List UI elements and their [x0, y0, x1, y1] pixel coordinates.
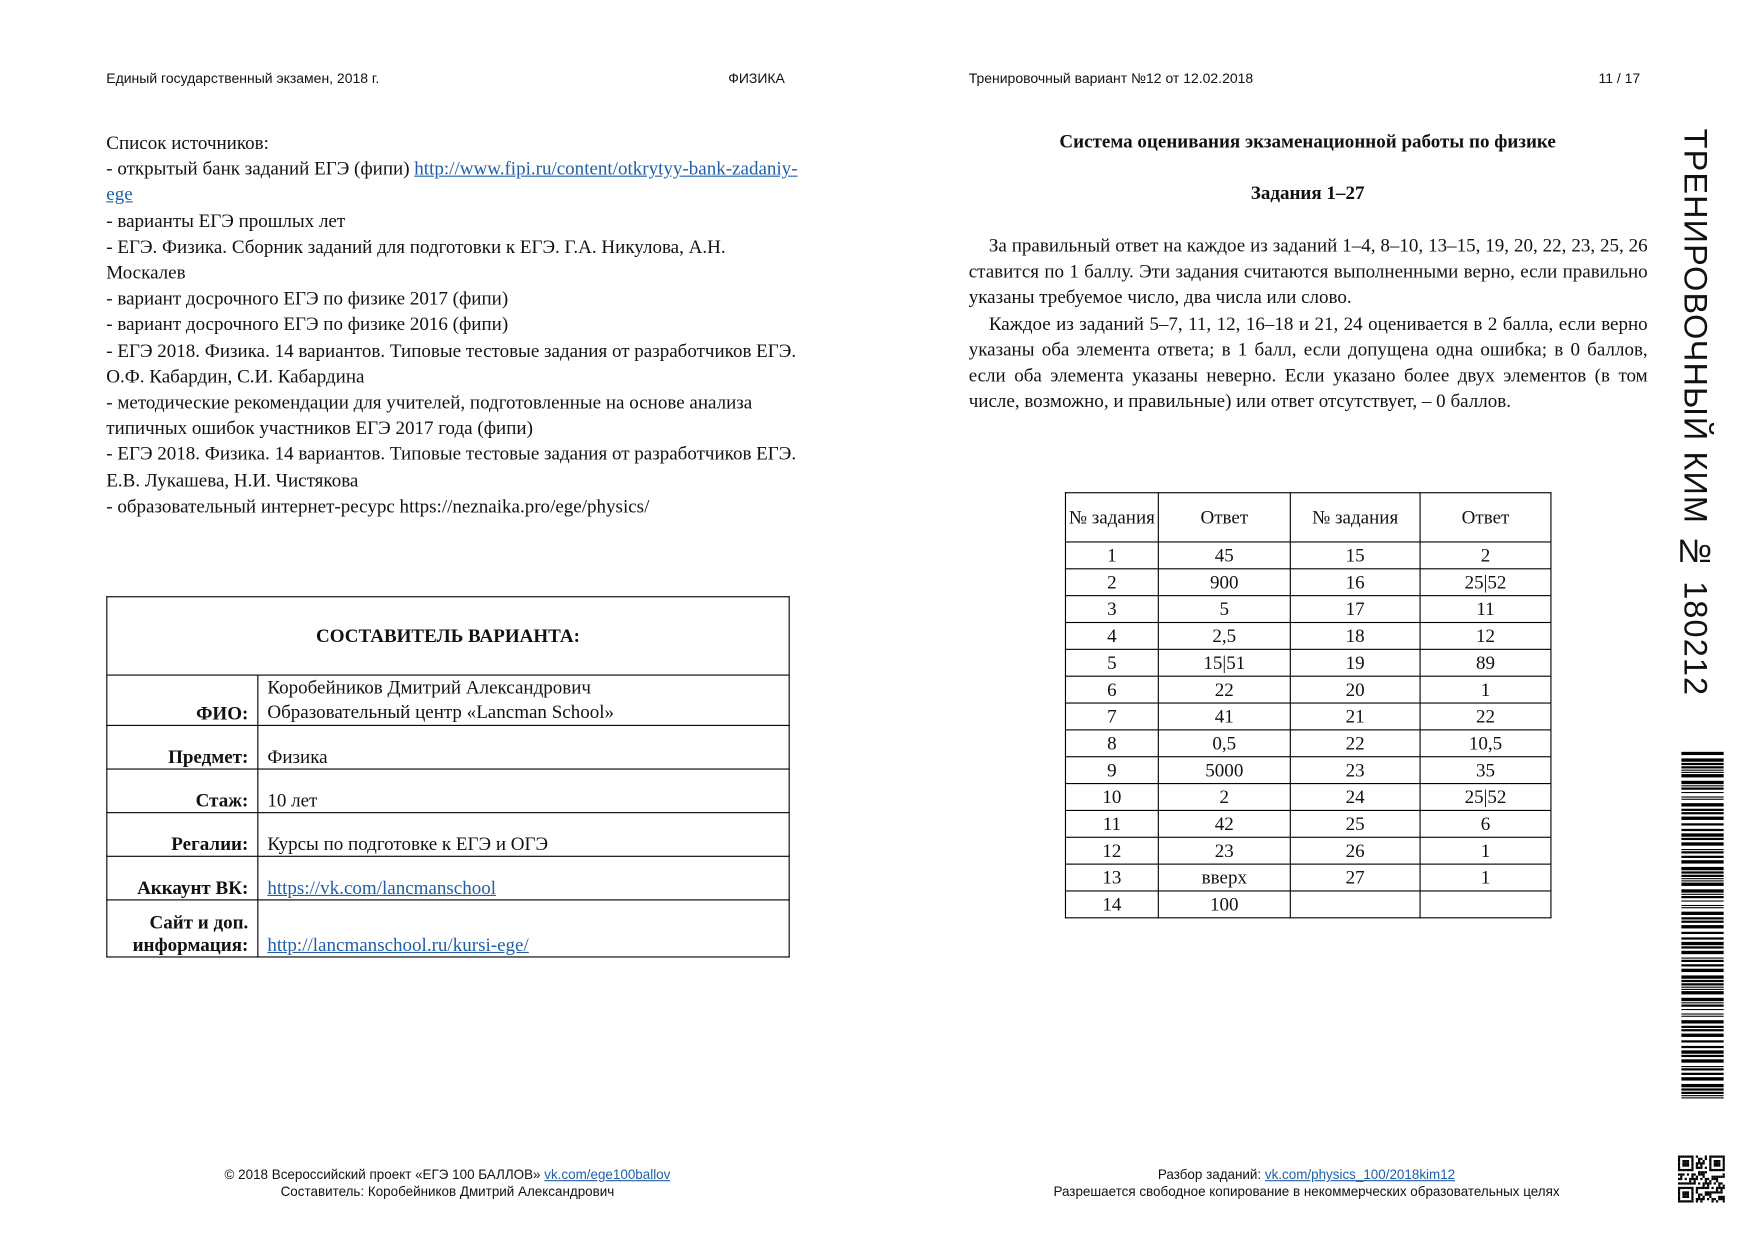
- task-number-cell: 20: [1290, 676, 1420, 703]
- answer-cell: 5: [1158, 596, 1290, 623]
- answer-cell: 12: [1420, 623, 1551, 650]
- answer-cell: 900: [1158, 569, 1290, 596]
- col-header-answer-2: Ответ: [1420, 493, 1551, 542]
- task-number-cell: 23: [1290, 757, 1420, 784]
- vk-link[interactable]: https://vk.com/lancmanschool: [267, 876, 497, 899]
- task-number-cell: [1290, 891, 1420, 918]
- source-item: - варианты ЕГЭ прошлых лет: [106, 209, 346, 232]
- answer-cell: 89: [1420, 649, 1551, 676]
- table-row: [1065, 703, 1550, 730]
- footer-copyright: © 2018 Всероссийский проект «ЕГЭ 100 БАЛЛОВ»: [224, 1166, 545, 1183]
- table-row: [1065, 864, 1550, 891]
- task-number-cell: 2: [1065, 569, 1158, 596]
- source-item: - ЕГЭ. Физика. Сборник заданий для подготовки к ЕГЭ. Г.А. Никулова, А.Н. Москалев: [106, 235, 726, 284]
- table-row: [1065, 757, 1550, 784]
- task-number-cell: 24: [1290, 784, 1420, 811]
- grading-title: Система оценивания экзаменационной работы по физике: [1059, 130, 1556, 153]
- col-header-task: № задания: [1065, 493, 1158, 542]
- source-item: - образовательный интернет-ресурс https://neznaika.pro/ege/physics/: [106, 495, 650, 517]
- footer-author: Составитель: Коробейников Дмитрий Александрович: [280, 1183, 615, 1200]
- task-number-cell: 18: [1290, 623, 1420, 650]
- footer-right: [971, 1167, 1642, 1201]
- task-number-cell: 27: [1290, 864, 1420, 891]
- label-fio: ФИО:: [107, 675, 258, 725]
- answer-cell: 2,5: [1158, 623, 1290, 650]
- grading-subtitle: Задания 1–27: [1250, 182, 1365, 204]
- answer-cell: 11: [1420, 596, 1551, 623]
- task-number-cell: 21: [1290, 703, 1420, 730]
- table-row: [1065, 837, 1550, 864]
- task-number-cell: 19: [1290, 649, 1420, 676]
- footer-analysis: Разбор заданий:: [1157, 1166, 1265, 1183]
- task-number-cell: 10: [1065, 784, 1158, 811]
- answer-cell: 1: [1420, 676, 1551, 703]
- task-number-cell: 1: [1065, 542, 1158, 569]
- answer-cell: 45: [1158, 542, 1290, 569]
- composer-title: СОСТАВИТЕЛЬ ВАРИАНТА:: [107, 597, 789, 675]
- regalia-value: Курсы по подготовке к ЕГЭ и ОГЭ: [258, 813, 789, 857]
- header-exam: Единый государственный экзамен, 2018 г.: [106, 70, 380, 87]
- source-item: [106, 156, 800, 208]
- footer-analysis-link[interactable]: vk.com/physics_100/2018kim12: [1264, 1166, 1456, 1183]
- variant-side-title: ТРЕНИРОВОЧНЫЙ КИМ № 180212: [1676, 128, 1713, 697]
- table-row: [1065, 649, 1550, 676]
- fio-value: Коробейников Дмитрий Александрович: [267, 676, 591, 699]
- label-vk: Аккаунт ВК:: [107, 856, 258, 900]
- col-header-task-2: № задания: [1290, 493, 1420, 542]
- task-number-cell: 16: [1290, 569, 1420, 596]
- col-header-answer: Ответ: [1158, 493, 1290, 542]
- answer-cell: 2: [1420, 542, 1551, 569]
- answer-cell: 41: [1158, 703, 1290, 730]
- table-row: [1065, 676, 1550, 703]
- source-item: - вариант досрочного ЕГЭ по физике 2017 (фипи): [106, 287, 509, 309]
- table-row: [1065, 569, 1550, 596]
- task-number-cell: 25: [1290, 810, 1420, 837]
- task-number-cell: 11: [1065, 810, 1158, 837]
- table-row: [1065, 891, 1550, 918]
- sources-list: [106, 130, 800, 519]
- table-row: [1065, 596, 1550, 623]
- answers-table: [1065, 492, 1552, 918]
- footer-vk-link[interactable]: vk.com/ege100ballov: [544, 1166, 671, 1183]
- answer-cell: 25|52: [1420, 784, 1551, 811]
- task-number-cell: 4: [1065, 623, 1158, 650]
- fipi-link[interactable]: http://www.fipi.ru/content/otkrytyy-bank-zadaniy-ege: [106, 157, 798, 206]
- header-subject: ФИЗИКА: [728, 70, 785, 87]
- task-number-cell: 13: [1065, 864, 1158, 891]
- answer-cell: 2: [1158, 784, 1290, 811]
- table-row: [1065, 810, 1550, 837]
- site-link[interactable]: http://lancmanschool.ru/kursi-ege/: [267, 934, 529, 956]
- answer-cell: 22: [1420, 703, 1551, 730]
- task-number-cell: 14: [1065, 891, 1158, 918]
- header-variant: Тренировочный вариант №12 от 12.02.2018: [968, 70, 1254, 87]
- subject-value: Физика: [258, 725, 789, 769]
- answer-cell: 0,5: [1158, 730, 1290, 757]
- answer-cell: 42: [1158, 810, 1290, 837]
- task-number-cell: 17: [1290, 596, 1420, 623]
- task-number-cell: 12: [1065, 837, 1158, 864]
- answer-cell: 25|52: [1420, 569, 1551, 596]
- page-number: 11 / 17: [1598, 70, 1641, 87]
- answer-cell: 23: [1158, 837, 1290, 864]
- footer-license: Разрешается свободное копирование в некоммерческих образовательных целях: [1053, 1183, 1560, 1200]
- answer-cell: 1: [1420, 864, 1551, 891]
- source-item: - методические рекомендации для учителей, подготовленные на основе анализа типичных ошибок участников ЕГЭ 2017 года (фипи): [106, 391, 753, 439]
- source-item: - вариант досрочного ЕГЭ по физике 2016 (фипи): [106, 313, 509, 335]
- barcode: [1681, 752, 1724, 1100]
- answer-cell: 15|51: [1158, 649, 1290, 676]
- task-number-cell: 15: [1290, 542, 1420, 569]
- answer-cell: 35: [1420, 757, 1551, 784]
- label-experience: Стаж:: [107, 769, 258, 813]
- task-number-cell: 9: [1065, 757, 1158, 784]
- task-number-cell: 26: [1290, 837, 1420, 864]
- table-row: [1065, 784, 1550, 811]
- source-item: - ЕГЭ 2018. Физика. 14 вариантов. Типовые тестовые задания от разработчиков ЕГЭ. Е.В. Лукашева, Н.И. Чистякова: [106, 443, 797, 491]
- table-row: [1065, 542, 1550, 569]
- answer-cell: 1: [1420, 837, 1551, 864]
- table-row: [1065, 623, 1550, 650]
- task-number-cell: 7: [1065, 703, 1158, 730]
- label-site: Сайт и доп. информация:: [107, 900, 258, 957]
- composer-table: [106, 596, 789, 957]
- source-item: - ЕГЭ 2018. Физика. 14 вариантов. Типовые тестовые задания от разработчиков ЕГЭ. О.Ф. Кабардин, С.И. Кабардина: [106, 339, 797, 387]
- org-value: Образовательный центр «Lancman School»: [267, 701, 615, 723]
- qr-code: [1678, 1156, 1725, 1203]
- source-text: - открытый банк заданий ЕГЭ (фипи): [106, 157, 415, 180]
- experience-value: 10 лет: [258, 769, 789, 813]
- grading-text: [969, 233, 1648, 415]
- answer-cell: 100: [1158, 891, 1290, 918]
- label-subject: Предмет:: [107, 725, 258, 769]
- task-number-cell: 8: [1065, 730, 1158, 757]
- footer-left: [168, 1167, 727, 1201]
- answer-cell: 6: [1420, 810, 1551, 837]
- task-number-cell: 6: [1065, 676, 1158, 703]
- sources-title: Список источников:: [106, 131, 269, 154]
- answer-cell: 10,5: [1420, 730, 1551, 757]
- table-row: [1065, 730, 1550, 757]
- answer-cell: [1420, 891, 1551, 918]
- grading-paragraph-2: Каждое из заданий 5–7, 11, 12, 16–18 и 21, 24 оценивается в 2 балла, если верно указаны оба элемента ответа; в 1 балл, если допущена одна ошибка; в 0 баллов, если оба элемента указаны неверно. Если указано более двух элементов (в том числе, возможно, и правильные) или ответ отсутствует, – 0 баллов.: [968, 312, 1648, 412]
- answer-cell: 5000: [1158, 757, 1290, 784]
- grading-paragraph-1: За правильный ответ на каждое из заданий 1–4, 8–10, 13–15, 19, 20, 22, 23, 25, 26 ставится по 1 баллу. Эти задания считаются выполненными верно, если правильно указаны требуемое число, два числа или слово.: [968, 234, 1648, 309]
- answer-cell: вверх: [1158, 864, 1290, 891]
- label-regalia: Регалии:: [107, 813, 258, 857]
- task-number-cell: 5: [1065, 649, 1158, 676]
- task-number-cell: 22: [1290, 730, 1420, 757]
- answer-cell: 22: [1158, 676, 1290, 703]
- task-number-cell: 3: [1065, 596, 1158, 623]
